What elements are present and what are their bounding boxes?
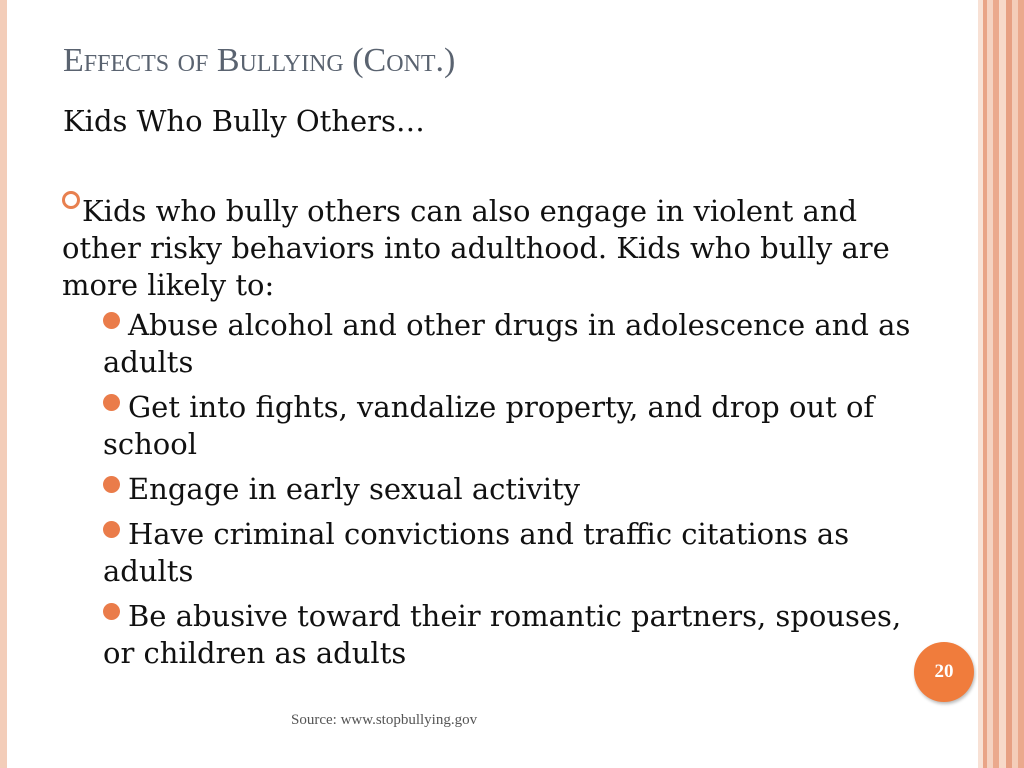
bullet-text: Engage in early sexual activity: [128, 472, 581, 506]
right-stripe-decoration: [978, 0, 1024, 768]
ring-bullet-icon: [62, 191, 80, 209]
bullet-text: Be abusive toward their romantic partners, spouses, or children as adults: [103, 599, 902, 670]
bullet-text: Abuse alcohol and other drugs in adolescence and as adults: [103, 308, 911, 379]
dot-bullet-icon: [103, 603, 120, 620]
bullet-item: [103, 307, 933, 381]
source-citation: Source: www.stopbullying.gov: [291, 712, 478, 728]
main-point-text: Kids who bully others can also engage in violent and other risky behaviors into adulthood. Kids who bully are more likely to:: [62, 194, 890, 302]
dot-bullet-icon: [103, 476, 120, 493]
slide-title: Effects of Bullying (Cont.): [63, 42, 456, 79]
bullet-item: [103, 598, 933, 672]
dot-bullet-icon: [103, 521, 120, 538]
bullet-text: Get into fights, vandalize property, and drop out of school: [103, 390, 875, 461]
bullet-item: [103, 516, 933, 590]
bullet-item: [103, 389, 933, 463]
bullet-item: [103, 471, 933, 508]
dot-bullet-icon: [103, 312, 120, 329]
bullet-list: [103, 307, 933, 680]
main-point: [62, 191, 932, 304]
slide-subtitle: Kids Who Bully Others…: [63, 104, 425, 138]
bullet-text: Have criminal convictions and traffic citations as adults: [103, 517, 850, 588]
dot-bullet-icon: [103, 394, 120, 411]
page-number-badge: 20: [914, 642, 974, 702]
left-edge-decoration: [0, 0, 7, 768]
